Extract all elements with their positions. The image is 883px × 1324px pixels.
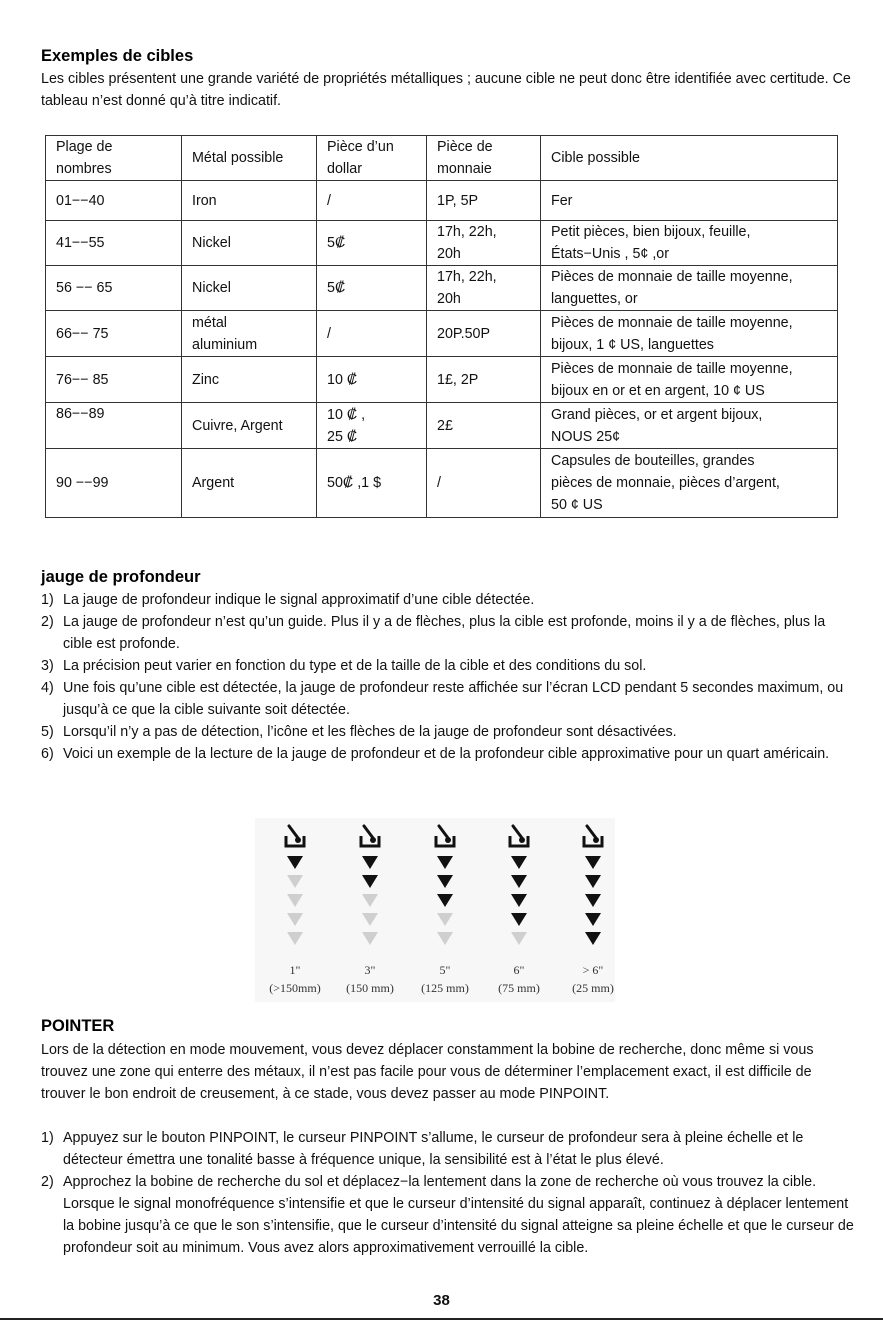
probe-tip-icon	[519, 837, 525, 843]
table-cell: /	[317, 181, 427, 221]
list-number: 3)	[41, 658, 54, 674]
depth-arrow-on	[362, 856, 378, 869]
list-number: 4)	[41, 680, 54, 696]
table-cell: Pièces de monnaie de taille moyenne, bijoux, 1 ¢ US, languettes	[541, 311, 838, 357]
depth-arrow-off	[511, 932, 527, 945]
page-number: 38	[433, 1292, 450, 1309]
list-item-text: Une fois qu’une cible est détectée, la jauge de profondeur reste affichée sur l’écran LCD pendant 5 secondes maximum, ou jusqu’à ce que la cible suivante soit détectée.	[63, 680, 844, 718]
header-dollar-coin: Pièce d’un dollar	[317, 136, 427, 181]
depth-gauge-diagram	[255, 818, 615, 1002]
list-number: 6)	[41, 746, 54, 762]
depth-gauge-figure	[255, 818, 615, 1002]
table-row	[46, 357, 838, 403]
header-possible-metal: Métal possible	[182, 136, 317, 181]
probe-icon	[513, 826, 522, 838]
list-item-text: Lorsqu’il n’y a pas de détection, l’icône et les flèches de la jauge de profondeur sont désactivées.	[63, 724, 677, 740]
table-cell: /	[317, 311, 427, 357]
depth-arrow-on	[511, 875, 527, 888]
probe-icon	[587, 826, 596, 838]
probe-icon	[364, 826, 373, 838]
depth-arrow-on	[585, 913, 601, 926]
table-row	[46, 181, 838, 221]
table-cell: Fer	[541, 181, 838, 221]
table-row	[46, 221, 838, 266]
table-cell: 1P, 5P	[427, 181, 541, 221]
list-item-text: La précision peut varier en fonction du type et de la taille de la cible et des conditions du sol.	[63, 658, 647, 674]
table-cell: métal aluminium	[182, 311, 317, 357]
list-item-text: La jauge de profondeur indique le signal approximatif d’une cible détectée.	[63, 592, 535, 608]
depth-mm-label: (75 mm)	[498, 981, 540, 995]
table-cell: /	[427, 449, 541, 518]
depth-mm-label: (25 mm)	[572, 981, 614, 995]
table-cell: 5₡	[317, 221, 427, 266]
table-cell: Iron	[182, 181, 317, 221]
examples-heading: Exemples de cibles	[41, 47, 194, 65]
depth-arrow-on	[287, 856, 303, 869]
depth-inch-label: > 6"	[582, 963, 604, 977]
list-item	[41, 1171, 856, 1259]
table-cell: Petit pièces, bien bijoux, feuille, États−Unis , 5¢ ,or	[541, 221, 838, 266]
depth-inch-label: 5"	[439, 963, 451, 977]
table-cell: Zinc	[182, 357, 317, 403]
depth-arrow-off	[287, 913, 303, 926]
coil-target-icon	[584, 836, 602, 846]
table-cell: 17h, 22h, 20h	[427, 266, 541, 311]
depth-arrow-off	[287, 894, 303, 907]
depth-arrow-off	[437, 932, 453, 945]
depth-inch-label: 3"	[364, 963, 376, 977]
table-cell: 66−− 75	[46, 311, 182, 357]
table-row	[46, 403, 838, 449]
coil-target-icon	[436, 836, 454, 846]
depth-arrow-off	[362, 932, 378, 945]
table-cell: 50₡ ,1 $	[317, 449, 427, 518]
coil-target-icon	[510, 836, 528, 846]
depth-arrow-on	[437, 875, 453, 888]
list-number: 5)	[41, 724, 54, 740]
table-cell: Pièces de monnaie de taille moyenne, languettes, or	[541, 266, 838, 311]
table-row	[46, 449, 838, 518]
table-cell: 10 ₡	[317, 357, 427, 403]
list-item-text: La jauge de profondeur n’est qu’un guide. Plus il y a de flèches, plus la cible est profonde, moins il y a de flèches, plus la cible est profonde.	[63, 614, 826, 652]
table-cell: 5₡	[317, 266, 427, 311]
depth-inch-label: 6"	[513, 963, 525, 977]
table-cell: Nickel	[182, 221, 317, 266]
pointer-steps	[41, 1127, 856, 1259]
list-item	[41, 1127, 856, 1171]
probe-tip-icon	[445, 837, 451, 843]
depth-arrow-on	[362, 875, 378, 888]
list-item-text: Approchez la bobine de recherche du sol et déplacez−la lentement dans la zone de recherche où vous trouvez la cible. Lorsque le signal monofréquence s’intensifie et que le curseur d’intensité du signal apparaît, continuez à déplacer lentement la bobine jusqu’à ce que le son s’intensifie, que le curseur d’intensité du signal atteigne sa pleine échelle et que le curseur de profondeur soit au minimum. Vous avez alors approximativement verrouillé la cible.	[63, 1174, 854, 1256]
list-item-text: Voici un exemple de la lecture de la jauge de profondeur et de la profondeur cible approximative pour un quart américain.	[63, 746, 830, 762]
depth-arrow-on	[585, 932, 601, 945]
list-item	[41, 677, 856, 721]
list-item	[41, 721, 856, 743]
table-cell: Argent	[182, 449, 317, 518]
probe-tip-icon	[295, 837, 301, 843]
list-number: 2)	[41, 1174, 54, 1190]
list-number: 2)	[41, 614, 54, 630]
header-coin: Pièce de monnaie	[427, 136, 541, 181]
depth-arrow-on	[585, 894, 601, 907]
depth-mm-label: (125 mm)	[421, 981, 469, 995]
depth-arrow-on	[511, 913, 527, 926]
table-row	[46, 266, 838, 311]
depth-gauge-heading: jauge de profondeur	[41, 568, 201, 586]
table-cell: 2£	[427, 403, 541, 449]
table-cell: Nickel	[182, 266, 317, 311]
table-cell: 86−−89	[46, 403, 182, 449]
table-cell: 17h, 22h, 20h	[427, 221, 541, 266]
table-cell: Pièces de monnaie de taille moyenne, bijoux en or et en argent, 10 ¢ US	[541, 357, 838, 403]
depth-arrow-off	[362, 894, 378, 907]
header-number-range: Plage de nombres	[46, 136, 182, 181]
table-header-row	[46, 136, 838, 181]
bottom-divider	[0, 1318, 883, 1320]
pointer-heading: POINTER	[41, 1017, 115, 1035]
list-number: 1)	[41, 592, 54, 608]
header-possible-target: Cible possible	[541, 136, 838, 181]
target-examples-table	[45, 135, 838, 518]
table-cell: 56 −− 65	[46, 266, 182, 311]
list-item	[41, 589, 856, 611]
probe-icon	[289, 826, 298, 838]
depth-arrow-on	[511, 894, 527, 907]
depth-mm-label: (150 mm)	[346, 981, 394, 995]
depth-arrow-on	[511, 856, 527, 869]
table-cell: 10 ₡ , 25 ₡	[317, 403, 427, 449]
depth-arrow-on	[585, 875, 601, 888]
depth-arrow-on	[437, 894, 453, 907]
list-item-text: Appuyez sur le bouton PINPOINT, le curseur PINPOINT s’allume, le curseur de profondeur sera à pleine échelle et le détecteur émettra une tonalité basse à fréquence unique, la sensibilité est à l’état le plus élevé.	[63, 1130, 804, 1168]
table-cell: 1£, 2P	[427, 357, 541, 403]
pointer-intro: Lors de la détection en mode mouvement, vous devez déplacer constamment la bobine de recherche, donc même si vous trouvez une zone qui enterre des métaux, il n’est pas facile pour vous de déterminer l’emplacement exact, il est difficile de trouver le bon endroit de creusement, à ce stade, vous devez passer au mode PINPOINT.	[41, 1042, 814, 1102]
depth-arrow-off	[437, 913, 453, 926]
table-cell: 01−−40	[46, 181, 182, 221]
list-item	[41, 655, 856, 677]
table-cell: 20P.50P	[427, 311, 541, 357]
probe-tip-icon	[593, 837, 599, 843]
coil-target-icon	[361, 836, 379, 846]
depth-arrow-off	[362, 913, 378, 926]
table-cell: Capsules de bouteilles, grandes pièces de monnaie, pièces d’argent, 50 ¢ US	[541, 449, 838, 518]
table-cell: 76−− 85	[46, 357, 182, 403]
depth-mm-label: (>150mm)	[269, 981, 321, 995]
table-cell: 41−−55	[46, 221, 182, 266]
list-item	[41, 611, 856, 655]
depth-arrow-off	[287, 875, 303, 888]
probe-icon	[439, 826, 448, 838]
depth-inch-label: 1"	[289, 963, 301, 977]
probe-tip-icon	[370, 837, 376, 843]
depth-arrow-on	[585, 856, 601, 869]
examples-intro: Les cibles présentent une grande variété de propriétés métalliques ; aucune cible ne peut donc être identifiée avec certitude. Ce tableau n’est donné qu’à titre indicatif.	[41, 71, 851, 109]
coil-target-icon	[286, 836, 304, 846]
table-cell: 90 −−99	[46, 449, 182, 518]
list-number: 1)	[41, 1130, 54, 1146]
depth-arrow-on	[437, 856, 453, 869]
table-row	[46, 311, 838, 357]
list-item	[41, 743, 856, 765]
table-cell: Grand pièces, or et argent bijoux, NOUS 25¢	[541, 403, 838, 449]
depth-arrow-off	[287, 932, 303, 945]
table-cell: Cuivre, Argent	[182, 403, 317, 449]
